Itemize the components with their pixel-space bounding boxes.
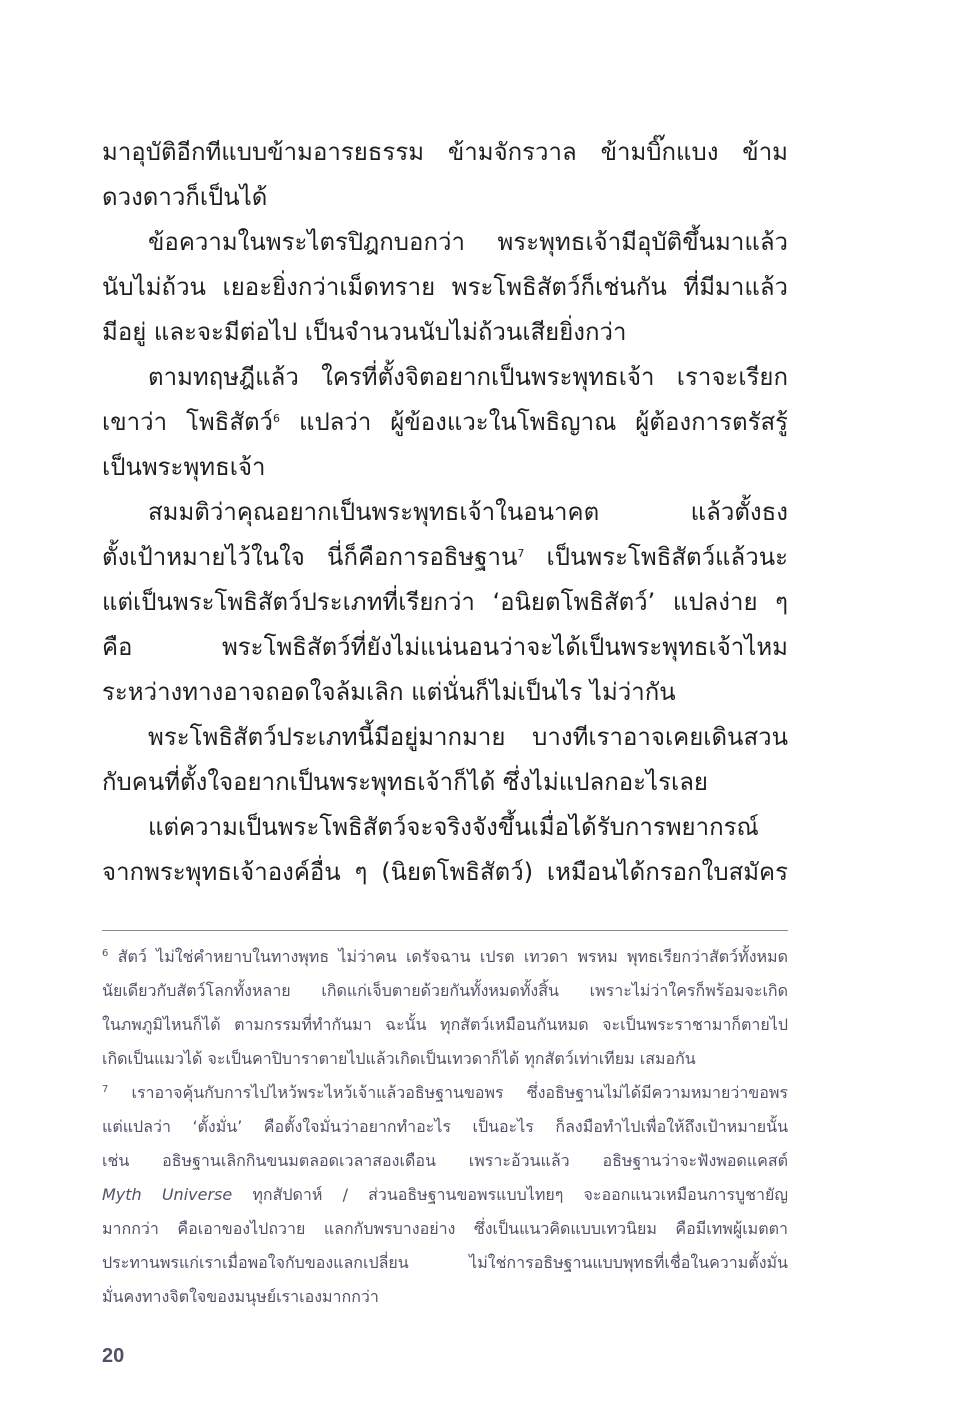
footnote-7-line — [102, 1076, 788, 1110]
main-text — [102, 130, 788, 895]
footnote-text: ทุกสัปดาห์ / ส่วนอธิษฐานขอพรแบบไทยๆ จะออกแนวเหมือนการบูชายัญ — [232, 1185, 788, 1204]
footnote-6-line — [102, 940, 788, 974]
body-line: พระโพธิสัตว์ประเภทนี้มีอยู่มากมาย บางทีเราอาจเคยเดินสวน — [148, 723, 788, 751]
body-line: มีอยู่ และจะมีต่อไป เป็นจำนวนนับไม่ถ้วนเสียยิ่งกว่า — [102, 318, 627, 346]
body-text-segment: ตั้งเป้าหมายไว้ในใจ นี่ก็คือการอธิษฐาน — [102, 543, 518, 571]
footnote-ref-7[interactable]: 7 — [517, 547, 525, 560]
body-line: คือ พระโพธิสัตว์ที่ยังไม่แน่นอนว่าจะได้เป็นพระพุทธเจ้าไหม — [102, 633, 788, 661]
footnote-6-line: นัยเดียวกับสัตว์โลกทั้งหลาย เกิดแก่เจ็บตายด้วยกันทั้งหมดทั้งสิ้น เพราะไม่ว่าใครก็พร้อมจะเกิด — [102, 981, 788, 1000]
footnote-divider — [102, 930, 788, 931]
body-line: มาอุบัติอีกทีแบบข้ามอารยธรรม ข้ามจักรวาล ข้ามบิ๊กแบง ข้าม — [102, 138, 788, 166]
body-line: กับคนที่ตั้งใจอยากเป็นพระพุทธเจ้าก็ได้ ซึ่งไม่แปลกอะไรเลย — [102, 768, 708, 796]
page-number: 20 — [102, 1345, 125, 1367]
body-line: จากพระพุทธเจ้าองค์อื่น ๆ (นิยตโพธิสัตว์) เหมือนได้กรอกใบสมัคร — [102, 858, 788, 886]
body-text-segment: เขาว่า โพธิสัตว์ — [102, 408, 274, 436]
footnote-7-line: แต่แปลว่า ‘ตั้งมั่น’ คือตั้งใจมั่นว่าอยากทำอะไร เป็นอะไร ก็ลงมือทำไปเพื่อให้ถึงเป้าหมายนั้น — [102, 1117, 788, 1136]
body-line: เป็นพระพุทธเจ้า — [102, 453, 266, 481]
body-line: ดวงดาวก็เป็นได้ — [102, 183, 268, 211]
footnote-7-line: มั่นคงทางจิตใจของมนุษย์เราเองมากกว่า — [102, 1287, 379, 1306]
body-line — [102, 535, 788, 580]
footnote-mark-7: 7 — [102, 1084, 109, 1095]
podcast-title: Myth Universe — [102, 1185, 233, 1204]
body-line: ระหว่างทางอาจถอดใจล้มเลิก แต่นั่นก็ไม่เป็นไร ไม่ว่ากัน — [102, 678, 676, 706]
footnote-text: เราอาจคุ้นกับการไปไหว้พระไหว้เจ้าแล้วอธิษฐานขอพร ซึ่งอธิษฐานไม่ได้มีความหมายว่าขอพร — [108, 1083, 788, 1102]
footnote-7-line: มากกว่า คือเอาของไปถวาย แลกกับพรบางอย่าง ซึ่งเป็นแนวคิดแบบเทวนิยม คือมีเทพผู้เมตตา — [102, 1219, 788, 1238]
body-line: แต่เป็นพระโพธิสัตว์ประเภทที่เรียกว่า ‘อนิยตโพธิสัตว์’ แปลง่าย ๆ — [102, 588, 788, 616]
body-text-segment: แปลว่า ผู้ข้องแวะในโพธิญาณ ผู้ต้องการตรัสรู้ — [280, 408, 788, 436]
footnote-7-line — [102, 1178, 788, 1212]
body-line: ตามทฤษฎีแล้ว ใครที่ตั้งจิตอยากเป็นพระพุทธเจ้า เราจะเรียก — [148, 363, 788, 391]
footnote-ref-6[interactable]: 6 — [273, 412, 281, 425]
body-line: แต่ความเป็นพระโพธิสัตว์จะจริงจังขึ้นเมื่อได้รับการพยากรณ์ — [148, 813, 759, 841]
footnote-7-line: ประทานพรแก่เราเมื่อพอใจกับของแลกเปลี่ยน ไม่ใช่การอธิษฐานแบบพุทธที่เชื่อในความตั้งมั่น — [102, 1253, 788, 1272]
body-text-segment: เป็นพระโพธิสัตว์แล้วนะ — [524, 543, 788, 571]
footnote-text: สัตว์ ไม่ใช่คำหยาบในทางพุทธ ไม่ว่าคน เดรัจฉาน เปรต เทวดา พรหม พุทธเรียกว่าสัตว์ทั้งหมด — [108, 947, 788, 966]
footnote-6-line: เกิดเป็นแมวได้ จะเป็นคาปิบาราตายไปแล้วเกิดเป็นเทวดาก็ได้ ทุกสัตว์เท่าเทียม เสมอกัน — [102, 1049, 696, 1068]
body-line — [102, 400, 788, 445]
footnote-6-line: ในภพภูมิไหนก็ได้ ตามกรรมที่ทำกันมา ฉะนั้น ทุกสัตว์เหมือนกันหมด จะเป็นพระราชามาก็ตายไป — [102, 1015, 788, 1034]
footnotes — [102, 940, 788, 1314]
body-line: สมมติว่าคุณอยากเป็นพระพุทธเจ้าในอนาคต แล้วตั้งธง — [148, 498, 788, 526]
footnote-mark-6: 6 — [102, 948, 109, 959]
body-line: ข้อความในพระไตรปิฎกบอกว่า พระพุทธเจ้ามีอุบัติขึ้นมาแล้ว — [148, 228, 788, 256]
footnote-7-line: เช่น อธิษฐานเลิกกินขนมตลอดเวลาสองเดือน เพราะอ้วนแล้ว อธิษฐานว่าจะฟังพอดแคสต์ — [102, 1151, 788, 1170]
body-line: นับไม่ถ้วน เยอะยิ่งกว่าเม็ดทราย พระโพธิสัตว์ก็เช่นกัน ที่มีมาแล้ว — [102, 273, 788, 301]
